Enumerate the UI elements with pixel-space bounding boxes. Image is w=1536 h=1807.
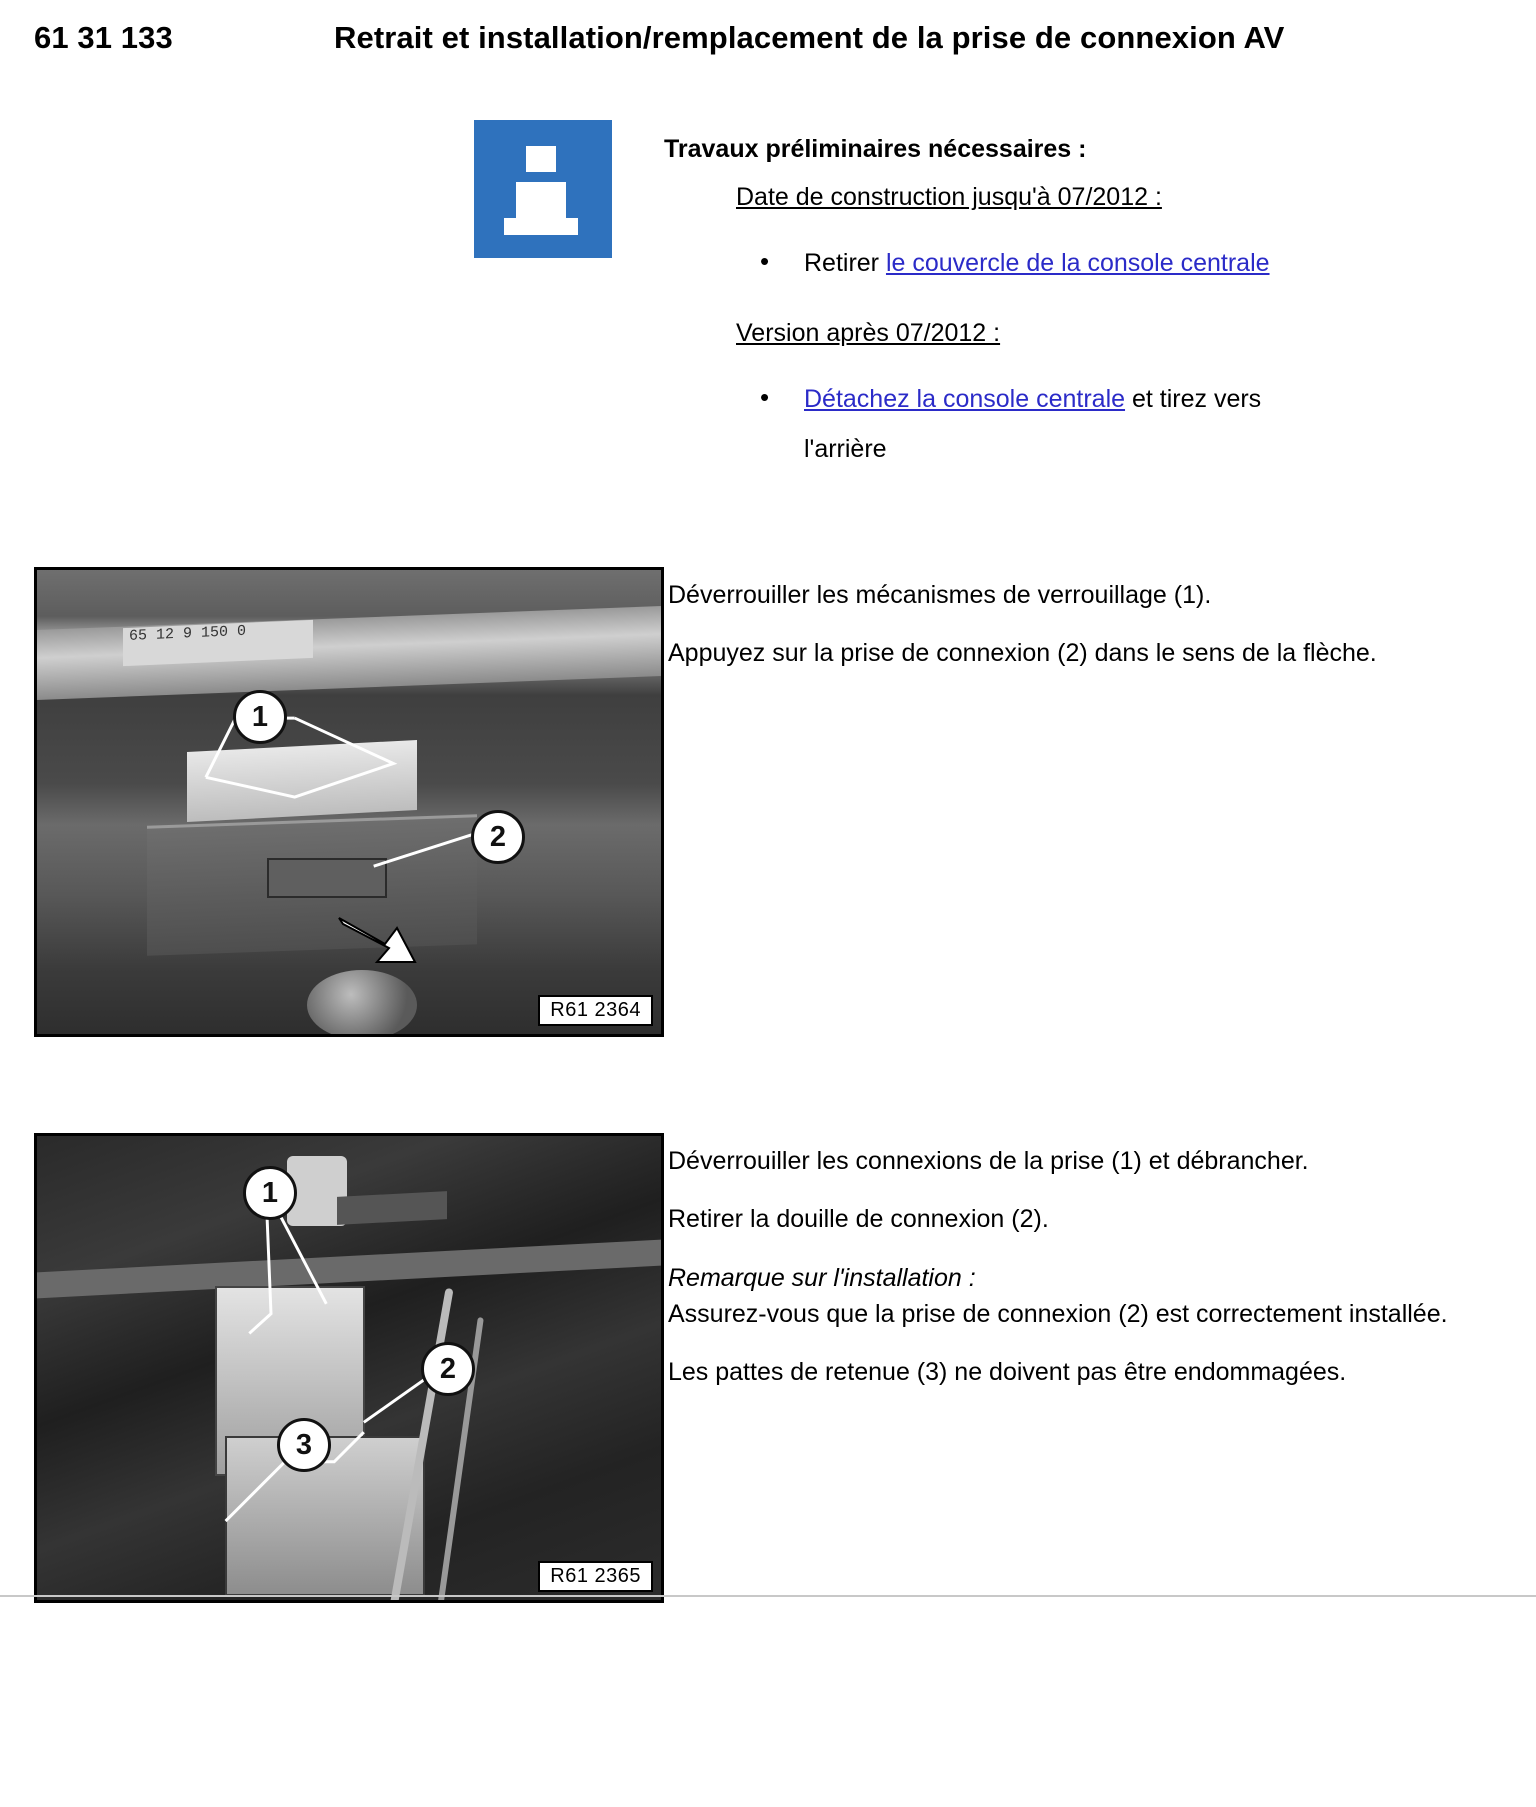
page-bottom-rule bbox=[0, 1595, 1536, 1597]
document-number: 61 31 133 bbox=[34, 20, 173, 55]
bullet-2-tail: et tirez vers bbox=[1131, 384, 1262, 413]
figure-2-text bbox=[664, 1133, 1502, 1412]
link-console-cover[interactable]: le couvercle de la console centrale bbox=[885, 248, 1270, 277]
preliminary-bullets-2 bbox=[664, 381, 1502, 468]
figure-1-callout-1: 1 bbox=[233, 690, 287, 744]
figure-1-step-1: Déverrouiller les mécanismes de verrouillage (1). bbox=[668, 581, 1212, 610]
figure-2-leader-lines bbox=[37, 1136, 661, 1600]
figure-1-code: R61 2364 bbox=[538, 995, 653, 1026]
figure-1-text bbox=[664, 567, 1502, 694]
page-title bbox=[34, 18, 1502, 58]
preliminary-bullets-1 bbox=[664, 245, 1502, 281]
version-after-subheading: Version après 07/2012 : bbox=[736, 319, 1001, 348]
figure-2-code: R61 2365 bbox=[538, 1561, 653, 1592]
bullet-1-prefix: Retirer bbox=[804, 248, 880, 277]
figure-2-step-1: Déverrouiller les connexions de la prise (1) et débrancher. bbox=[668, 1147, 1309, 1176]
figure-2-step-3: Les pattes de retenue (3) ne doivent pas être endommagées. bbox=[668, 1358, 1347, 1387]
document-title-text: Retrait et installation/remplacement de la prise de connexion AV bbox=[334, 20, 1285, 55]
figure-2-step-2: Retirer la douille de connexion (2). bbox=[668, 1205, 1049, 1234]
figure-1-part-tag: 65 12 9 150 0 bbox=[123, 620, 313, 666]
list-item bbox=[736, 245, 1502, 281]
figure-section-2 bbox=[34, 1133, 1502, 1603]
figure-2-note-body: Assurez-vous que la prise de connexion (2) est correctement installée. bbox=[668, 1299, 1448, 1328]
figure-2-photo bbox=[37, 1136, 661, 1600]
figure-2-image bbox=[34, 1133, 664, 1603]
link-detach-console[interactable]: Détachez la console centrale bbox=[804, 384, 1126, 413]
information-icon-base bbox=[504, 218, 578, 235]
information-icon-dot bbox=[526, 146, 556, 172]
figure-2-column bbox=[34, 1133, 664, 1603]
preliminary-work-section bbox=[34, 120, 1502, 471]
figure-1-callout-2: 2 bbox=[471, 810, 525, 864]
preliminary-work-text bbox=[664, 120, 1502, 471]
information-icon bbox=[474, 120, 612, 258]
figure-2-callout-2: 2 bbox=[421, 1342, 475, 1396]
info-icon-column bbox=[34, 120, 664, 258]
preliminary-work-heading: Travaux préliminaires nécessaires : bbox=[664, 135, 1087, 164]
figure-2-callout-3: 3 bbox=[277, 1418, 331, 1472]
figure-1-photo bbox=[37, 570, 661, 1034]
figure-2-note-title: Remarque sur l'installation : bbox=[668, 1263, 976, 1292]
figure-1-image bbox=[34, 567, 664, 1037]
figure-2-callout-1: 1 bbox=[243, 1166, 297, 1220]
figure-1-column bbox=[34, 567, 664, 1037]
figure-section-1 bbox=[34, 567, 1502, 1037]
bullet-2-tail-2: l'arrière bbox=[804, 434, 887, 463]
figure-1-step-2: Appuyez sur la prise de connexion (2) dans le sens de la flèche. bbox=[668, 639, 1377, 668]
list-item bbox=[736, 381, 1502, 468]
figure-1-leader-lines bbox=[37, 570, 661, 1034]
construction-date-subheading: Date de construction jusqu'à 07/2012 : bbox=[736, 183, 1162, 212]
